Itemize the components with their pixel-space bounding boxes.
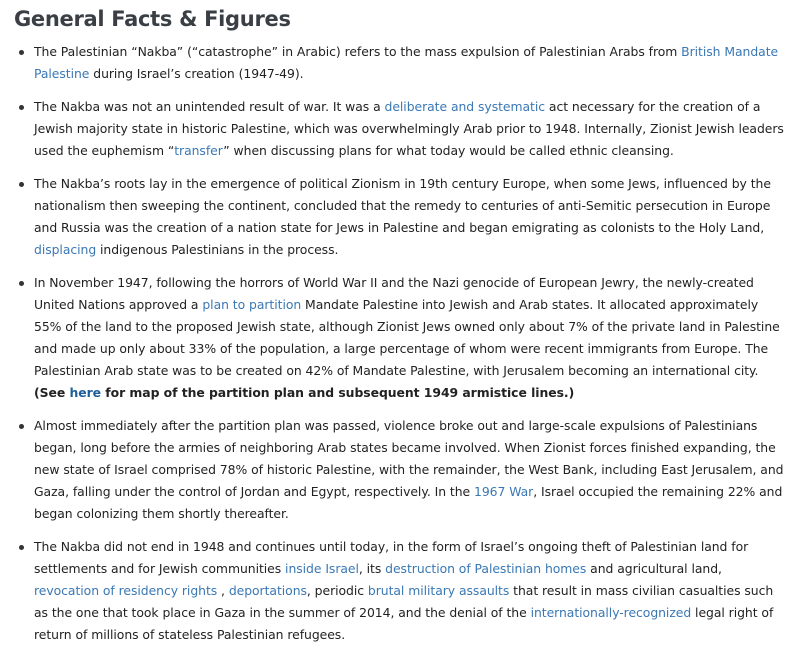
list-item (14, 536, 789, 646)
item-text: indigenous Palestinians in the process. (96, 242, 339, 257)
bullet-icon (19, 424, 24, 429)
item-text: , its (358, 561, 386, 576)
item-text: and agricultural land, (586, 561, 722, 576)
bullet-icon (19, 50, 24, 55)
link-internationally-recognized[interactable]: internationally-recognized (530, 605, 692, 620)
item-text: , periodic (306, 583, 368, 598)
link-displacing[interactable]: displacing (34, 242, 97, 257)
bullet-icon (19, 182, 24, 187)
list-item (14, 415, 789, 525)
bullet-icon (19, 281, 24, 286)
item-text: The Palestinian “Nakba” (“catastrophe” in Arabic) refers to the mass expulsion of Palestinian Arabs from (34, 44, 682, 59)
item-text: Almost immediately after the partition plan was passed, violence broke out and large-scale expulsions of Palestinians began, long before the armies of neighboring Arab states became involved. When Zionist forces finished expanding, the new state of Israel comprised 78% of historic Palestine, with the remainder, the West Bank, including East Jerusalem, and Gaza, falling under the control of Jordan and Egypt, respectively. In the (34, 418, 784, 499)
link-here[interactable]: here (69, 385, 102, 400)
list-item (14, 96, 789, 162)
link-british-mandate-palestine[interactable]: British Mandate Palestine (34, 44, 779, 81)
item-text: The Nakba’s roots lay in the emergence of political Zionism in 19th century Europe, when some Jews, influenced by the nationalism then sweeping the continent, concluded that the remedy to centuries of anti-Semitic persecution in Europe and Russia was the creation of a nation state for Jews in Palestine and began emigrating as colonists to the Holy Land, (34, 176, 771, 235)
item-text-bold: (See (34, 385, 70, 400)
item-text-bold: for map of the partition plan and subsequent 1949 armistice lines.) (101, 385, 575, 400)
item-text: , Israel occupied the remaining 22% and began colonizing them shortly thereafter. (34, 484, 783, 521)
item-text: during Israel’s creation (1947-49). (89, 66, 304, 81)
list-item (14, 173, 789, 261)
list-item (14, 41, 789, 85)
link-revocation-of-residency[interactable]: revocation of residency rights (34, 583, 218, 598)
bullet-icon (19, 105, 24, 110)
link-deportations[interactable]: deportations (228, 583, 307, 598)
item-text: In November 1947, following the horrors of World War II and the Nazi genocide of European Jewry, the newly-created United Nations approved a (34, 275, 754, 312)
link-1967-war[interactable]: 1967 War (473, 484, 534, 499)
link-inside-israel[interactable]: inside Israel (285, 561, 359, 576)
item-text: ” when discussing plans for what today would be called ethnic cleansing. (223, 143, 674, 158)
item-text: The Nakba did not end in 1948 and continues until today, in the form of Israel’s ongoing theft of Palestinian land for settlements and for Jewish communities (34, 539, 749, 576)
section-heading: General Facts & Figures (14, 7, 291, 31)
facts-list (14, 41, 789, 646)
link-deliberate-and-systematic[interactable]: deliberate and systematic (384, 99, 546, 114)
item-text: that result in mass civilian casualties such as the one that took place in Gaza in the summer of 2014, and the denial of the (34, 583, 774, 620)
item-text: legal right of return of millions of stateless Palestinian refugees. (34, 605, 774, 642)
link-brutal-military-assaults[interactable]: brutal military assaults (367, 583, 510, 598)
link-destruction-of-homes[interactable]: destruction of Palestinian homes (385, 561, 587, 576)
item-text: Mandate Palestine into Jewish and Arab states. It allocated approximately 55% of the land to the proposed Jewish state, although Zionist Jews owned only about 7% of the private land in Palestine and made up only about 33% of the population, a large percentage of whom were recent immigrants from Europe. The Palestinian Arab state was to be created on 42% of Mandate Palestine, with Jerusalem becoming an international city. (34, 297, 780, 378)
item-text: act necessary for the creation of a Jewish majority state in historic Palestine, which was overwhelmingly Arab prior to 1948. Internally, Zionist Jewish leaders used the euphemism “ (34, 99, 784, 158)
list-item (14, 272, 789, 404)
link-plan-to-partition[interactable]: plan to partition (202, 297, 302, 312)
item-text: The Nakba was not an unintended result of war. It was a (34, 99, 385, 114)
link-transfer[interactable]: transfer (174, 143, 224, 158)
item-text: , (217, 583, 229, 598)
bullet-icon (19, 545, 24, 550)
